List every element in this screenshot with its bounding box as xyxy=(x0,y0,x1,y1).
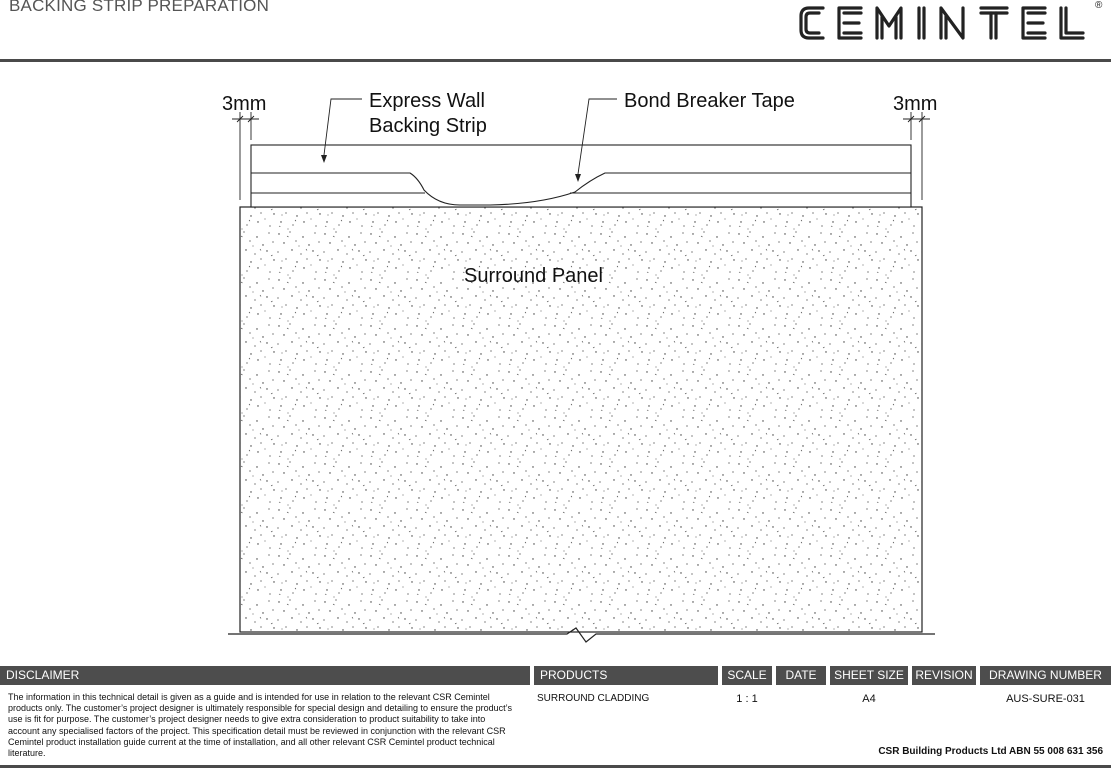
bond-breaker-label: Bond Breaker Tape xyxy=(624,90,795,112)
dim-label-left: 3mm xyxy=(222,93,267,115)
disclaimer-text: The information in this technical detail is given as a guide and is intended for use in relation to the relevant CSR Cemintel products only. The customer’s project designer is ultimately responsible for special design and detailing to ensure the product’s use is fit for purpose. The customer’s project designer needs to give extra consideration to product suitability to take into account any specialised factors of the project. This specification detail must be reviewed in conjunction with the relevant CSR Cemintel product installation guide current at the time of installation, and all other relevant CSR Cemintel product technical literature. xyxy=(8,692,512,759)
sheet-size-value: A4 xyxy=(862,693,876,705)
dim-label-right: 3mm xyxy=(893,93,938,115)
surround-panel-label: Surround Panel xyxy=(464,265,603,287)
header-date: DATE xyxy=(776,666,826,685)
drawing-title: BACKING STRIP PREPARATION xyxy=(9,0,270,15)
header-revision: REVISION xyxy=(912,666,976,685)
header-disclaimer: DISCLAIMER xyxy=(0,666,530,685)
header-drawing-number: DRAWING NUMBER xyxy=(980,666,1111,685)
header-products: PRODUCTS xyxy=(534,666,718,685)
products-value: SURROUND CLADDING xyxy=(537,693,650,704)
section-drawing xyxy=(0,62,1111,662)
scale-value: 1 : 1 xyxy=(736,693,758,705)
company-abn: CSR Building Products Ltd ABN 55 008 631 356 xyxy=(878,746,1103,757)
backing-strip-label-1: Express Wall xyxy=(369,90,485,112)
drawing-number-value: AUS-SURE-031 xyxy=(1006,693,1085,705)
backing-strip-label-2: Backing Strip xyxy=(369,115,487,137)
cemintel-logo xyxy=(795,0,1111,51)
registered-mark: ® xyxy=(1095,0,1103,11)
header-scale: SCALE xyxy=(722,666,772,685)
header-sheet-size: SHEET SIZE xyxy=(830,666,908,685)
